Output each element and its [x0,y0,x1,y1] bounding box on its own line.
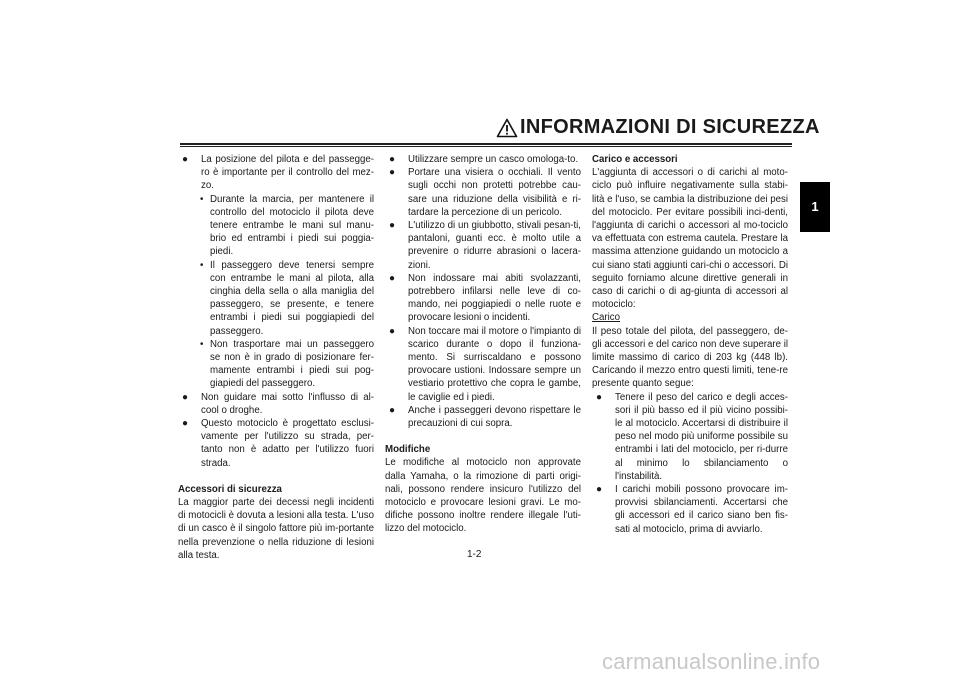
sub-bullet-text: Durante la marcia, per mantenere il controllo del motociclo il pilota deve tenere entrambe le mani sul manu-brio ed entrambi i piedi sui poggia-piedi. [210,193,374,258]
bullet-item [385,404,581,430]
sub-bullet-dot-icon: • [200,338,204,350]
bullet-text: I carichi mobili possono provocare im-provvisi sbilanciamenti. Accertarsi che gli accessori ed il carico siano ben fis-sati al motociclo, prima di avviarlo. [615,484,788,535]
bullet-dot-icon: ● [389,404,396,416]
bullet-item [385,325,581,404]
header-rule [180,143,792,145]
column-3 [592,153,788,536]
bullet-item [385,153,581,166]
section-header [490,116,820,140]
bullet-dot-icon: ● [389,325,396,337]
subsection-heading: Carico [592,312,620,324]
bullet-item [178,417,374,470]
bullet-text: Portare una visiera o occhiali. Il vento sugli occhi non protetti potrebbe cau-sare una riduzione della visibilità e ri-tardare la percezione di un pericolo. [408,167,581,218]
watermark: carmanualsonline.info [602,649,821,674]
section-heading: Accessori di sicurezza [178,483,282,495]
warning-triangle-icon [496,118,518,138]
paragraph: Le modifiche al motociclo non approvate dalla Yamaha, o la rimozione di parti origi-nali, possono rendere insicuro l'utilizzo del motociclo e provocare lesioni gravi. Le mo-difiche possono inoltre rendere illegale l'uti-lizzo del motociclo. [385,457,581,535]
bullet-dot-icon: ● [182,154,189,165]
bullet-dot-icon: ● [389,167,396,179]
bullet-item [178,153,374,193]
bullet-text: Non guidare mai sotto l'influsso di al-cool o droghe. [201,391,374,416]
bullet-text: L'utilizzo di un giubbotto, stivali pesan-ti, pantaloni, guanti ecc. è molto utile a prevenire o ridurre abrasioni o lacera-zioni. [408,220,581,271]
bullet-dot-icon: ● [389,154,396,165]
bullet-text: La posizione del pilota e del passegge-ro è importante per il controllo del mez-zo. [201,154,374,192]
section-heading: Carico e accessori [592,154,678,165]
paragraph: La maggior parte dei decessi negli incidenti di motocicli è dovuta a lesioni alla testa. L'uso di un casco è il singolo fattore più im-portante nella prevenzione o nella riduzione di lesioni alla testa. [178,497,374,561]
bullet-item [592,483,788,536]
bullet-item [385,219,581,272]
bullet-item [385,272,581,325]
page-number: 1-2 [467,549,482,560]
sub-bullet-dot-icon: • [200,193,204,205]
bullet-dot-icon: ● [389,272,396,284]
bullet-text: Utilizzare sempre un casco omologa-to. [408,154,579,165]
bullet-text: Non toccare mai il motore o l'impianto di scarico durante o dopo il funziona-mento. Si surriscaldano e possono provocare ustioni. Indossare sempre un vestiario protettivo che copra le gambe, le caviglie ed i piedi. [408,325,581,403]
bullet-dot-icon: ● [596,484,603,496]
sub-bullet-text: Il passeggero deve tenersi sempre con entrambe le mani al pilota, alla cinghia della sella o alla maniglia del passeggero, se presente, e tenere entrambi i piedi sui poggiapiedi del passeggero. [210,259,374,337]
sub-bullet-item [178,193,374,259]
bullet-text: Tenere il peso del carico e degli acces-sori il più basso ed il più vicino possibi-le al motociclo. Accertarsi di distribuire il peso nel modo più uniforme possibile su entrambi i lati del motociclo, per ri-durre al minimo lo sbilanciamento o l'instabilità. [615,391,788,482]
header-rule-thin [180,146,792,147]
bullet-dot-icon: ● [596,391,603,403]
bullet-item [592,391,788,483]
sub-bullet-item [178,338,374,391]
bullet-dot-icon: ● [389,220,396,232]
bullet-text: Non indossare mai abiti svolazzanti, potrebbero infilarsi nelle leve di co-mando, nei poggiapiedi o nelle ruote e provocare lesioni o incidenti. [408,272,581,324]
paragraph: Il peso totale del pilota, del passeggero, de-gli accessori e del carico non deve superare il limite massimo di carico di 203 kg (448 lb). Caricando il mezzo entro questi limiti, tene-re presente quanto segue: [592,325,789,390]
sub-bullet-dot-icon: • [200,259,204,271]
bullet-item [178,391,374,417]
paragraph: L'aggiunta di accessori o di carichi al moto-ciclo può influire negativamente sulla stabi-lità e l'uso, se cambia la distribuzione dei pesi del motociclo. Per evitare possibili inci-denti, l'aggiunta di carichi o accessori al mo-tociclo va effettuata con estrema cautela. Prestare la massima attenzione guidando un motociclo a cui siano stati aggiunti cari-chi o accessori. Di seguito forniamo alcune direttive generali in caso di carichi o di ag-giunta di accessori al motociclo: [592,167,788,311]
bullet-item [385,166,581,219]
chapter-tab: 1 [800,182,830,232]
sub-bullet-item [178,259,374,338]
page-title: INFORMAZIONI DI SICUREZZA [520,116,820,138]
column-2 [385,153,581,536]
section-heading: Modifiche [385,444,431,456]
sub-bullet-text: Non trasportare mai un passeggero se non è in grado di posizionare fer-mamente entrambi i piedi sui pog-giapiedi del passeggero. [210,338,374,390]
column-1 [178,153,374,562]
bullet-text: Anche i passeggeri devono rispettare le precauzioni di cui sopra. [408,404,581,430]
bullet-dot-icon: ● [182,391,189,403]
bullet-dot-icon: ● [182,418,189,430]
bullet-text: Questo motociclo è progettato esclusi-vamente per l'utilizzo su strada, per-tanto non è adatto per l'utilizzo fuori strada. [201,418,374,469]
